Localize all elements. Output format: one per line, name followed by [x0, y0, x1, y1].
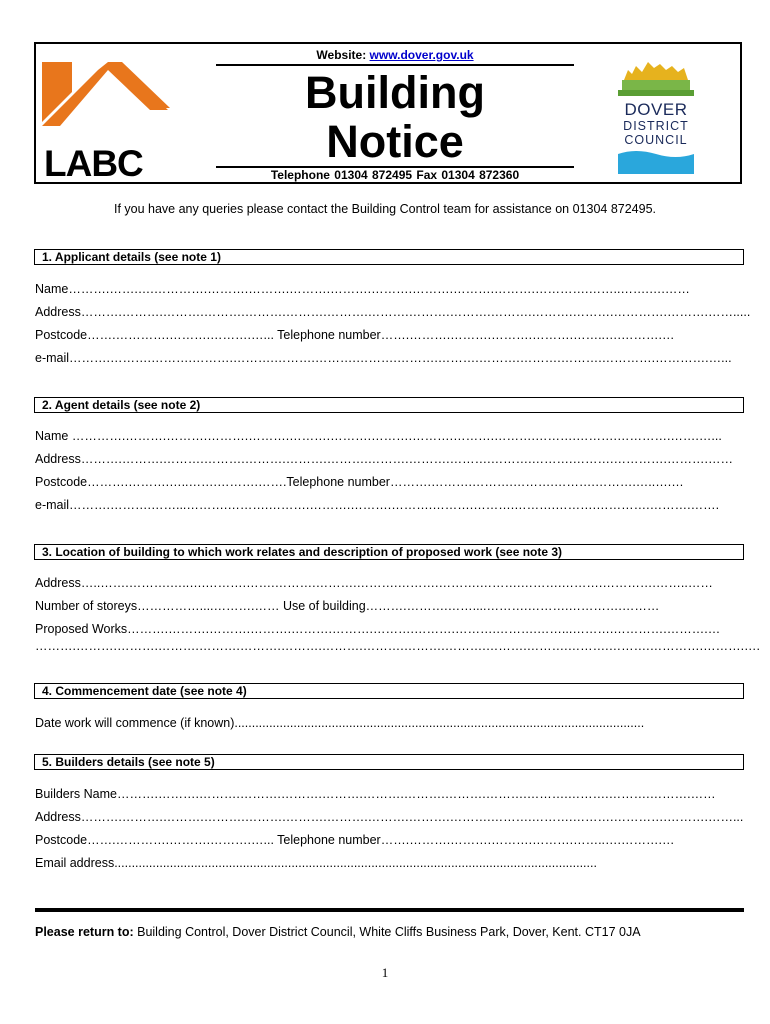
labc-roof-icon [42, 62, 188, 144]
builders-postcode-telephone-field[interactable]: Postcode…….………….……….……….…... Telephone number…….……….……….……….……….……..….……….… [35, 833, 675, 847]
return-address-text: Building Control, Dover District Council, White Cliffs Business Park, Dover, Kent. CT17 0JA [133, 925, 641, 939]
dover-logo-line-3: COUNCIL [624, 133, 688, 147]
section-5-heading: 5. Builders details (see note 5) [34, 754, 744, 770]
dover-castle-icon [614, 58, 698, 98]
applicant-name-field[interactable]: Name……….…….….………….……….……….……….……….……….……….……….……….………….……..…….….…… [35, 282, 690, 296]
section-2-heading: 2. Agent details (see note 2) [34, 397, 744, 413]
title-line-1: Building [305, 67, 485, 118]
website-label: Website: [316, 48, 370, 62]
header-box [34, 42, 742, 184]
labc-logo-text: LABC [44, 143, 143, 184]
title-line-2: Notice [326, 116, 464, 167]
builders-email-field[interactable]: Email address........................................................................................................................................... [35, 856, 597, 870]
dover-logo-line-2: DISTRICT [623, 119, 689, 133]
website-link[interactable]: www.dover.gov.uk [369, 48, 474, 62]
dover-waves-icon [614, 148, 698, 174]
dover-district-council-logo [614, 58, 698, 174]
website-line [216, 48, 574, 62]
proposed-works-field[interactable]: Proposed Works……….……….……….……….……….……….……….……….……….……….……...……….………….……….… [35, 622, 721, 636]
applicant-address-field[interactable]: Address……….……….……….……….……….……….……….……….……….……….……….……….……….………….……….……..... [35, 305, 751, 319]
page-number: 1 [381, 965, 389, 980]
section-4-heading: 4. Commencement date (see note 4) [34, 683, 744, 699]
builders-address-field[interactable]: Address……….……….……….……….……….……….……….……….……….……….……….……….……….………….……….……... [35, 810, 744, 824]
agent-email-field[interactable]: e-mail……….……….……...……….……….……….……….……….……….……….……….……….……….………….……….……. [35, 498, 720, 512]
agent-postcode-telephone-field[interactable]: Postcode……….……….…..…….……….…….Telephone number……….……….……….……….……….……….…..….… [35, 475, 684, 489]
section-3-heading: 3. Location of building to which work relates and description of proposed work (see note 3) [34, 544, 744, 560]
title-top-rule [216, 64, 574, 66]
builders-name-field[interactable]: Builders Name……….……….……….……….……….……….……….……….……….……….……….……….……….……….…… [35, 787, 716, 801]
building-address-field[interactable]: Address…..…….……….…..….……….…….……….……….……….……….……….……….……….……….………….……..…… [35, 576, 713, 590]
applicant-email-field[interactable]: e-mail……….……….……….……….……….……….……….……….……….……….……….……….……….………….………….…... [35, 351, 732, 365]
section-1-heading: 1. Applicant details (see note 1) [34, 249, 744, 265]
proposed-works-continuation[interactable]: ……….……….……….……….……….……….……….……….……….……….……….……….……….……….……….………….……….…. [35, 639, 761, 653]
agent-name-field[interactable]: Name ………….……….……….……….……….……….……….……….……….……….……….……….……….………….…….…... [35, 429, 722, 443]
labc-logo [42, 62, 188, 184]
return-label: Please return to: [35, 925, 134, 939]
queries-text: If you have any queries please contact the Building Control team for assistance on 01304 872495. [113, 202, 657, 216]
applicant-postcode-telephone-field[interactable]: Postcode…….………….……….……….…... Telephone number…….……….……….……….……….……..….……….… [35, 328, 675, 342]
commencement-date-field[interactable]: Date work will commence (if known)...................................................................................................................... [35, 716, 645, 730]
footer-divider [35, 908, 744, 912]
telephone-fax-line: Telephone 01304 872495 Fax 01304 872360 [270, 168, 520, 182]
agent-address-field[interactable]: Address……….……….……….……….……….……….……….……….……….……….……….……….……….………….……….…… [35, 452, 733, 466]
return-address [35, 925, 641, 939]
dover-logo-line-1: DOVER [624, 100, 688, 119]
storeys-use-field[interactable]: Number of storeys……………....……….…… Use of building……….……….……....……….……….………….……… [35, 599, 660, 613]
